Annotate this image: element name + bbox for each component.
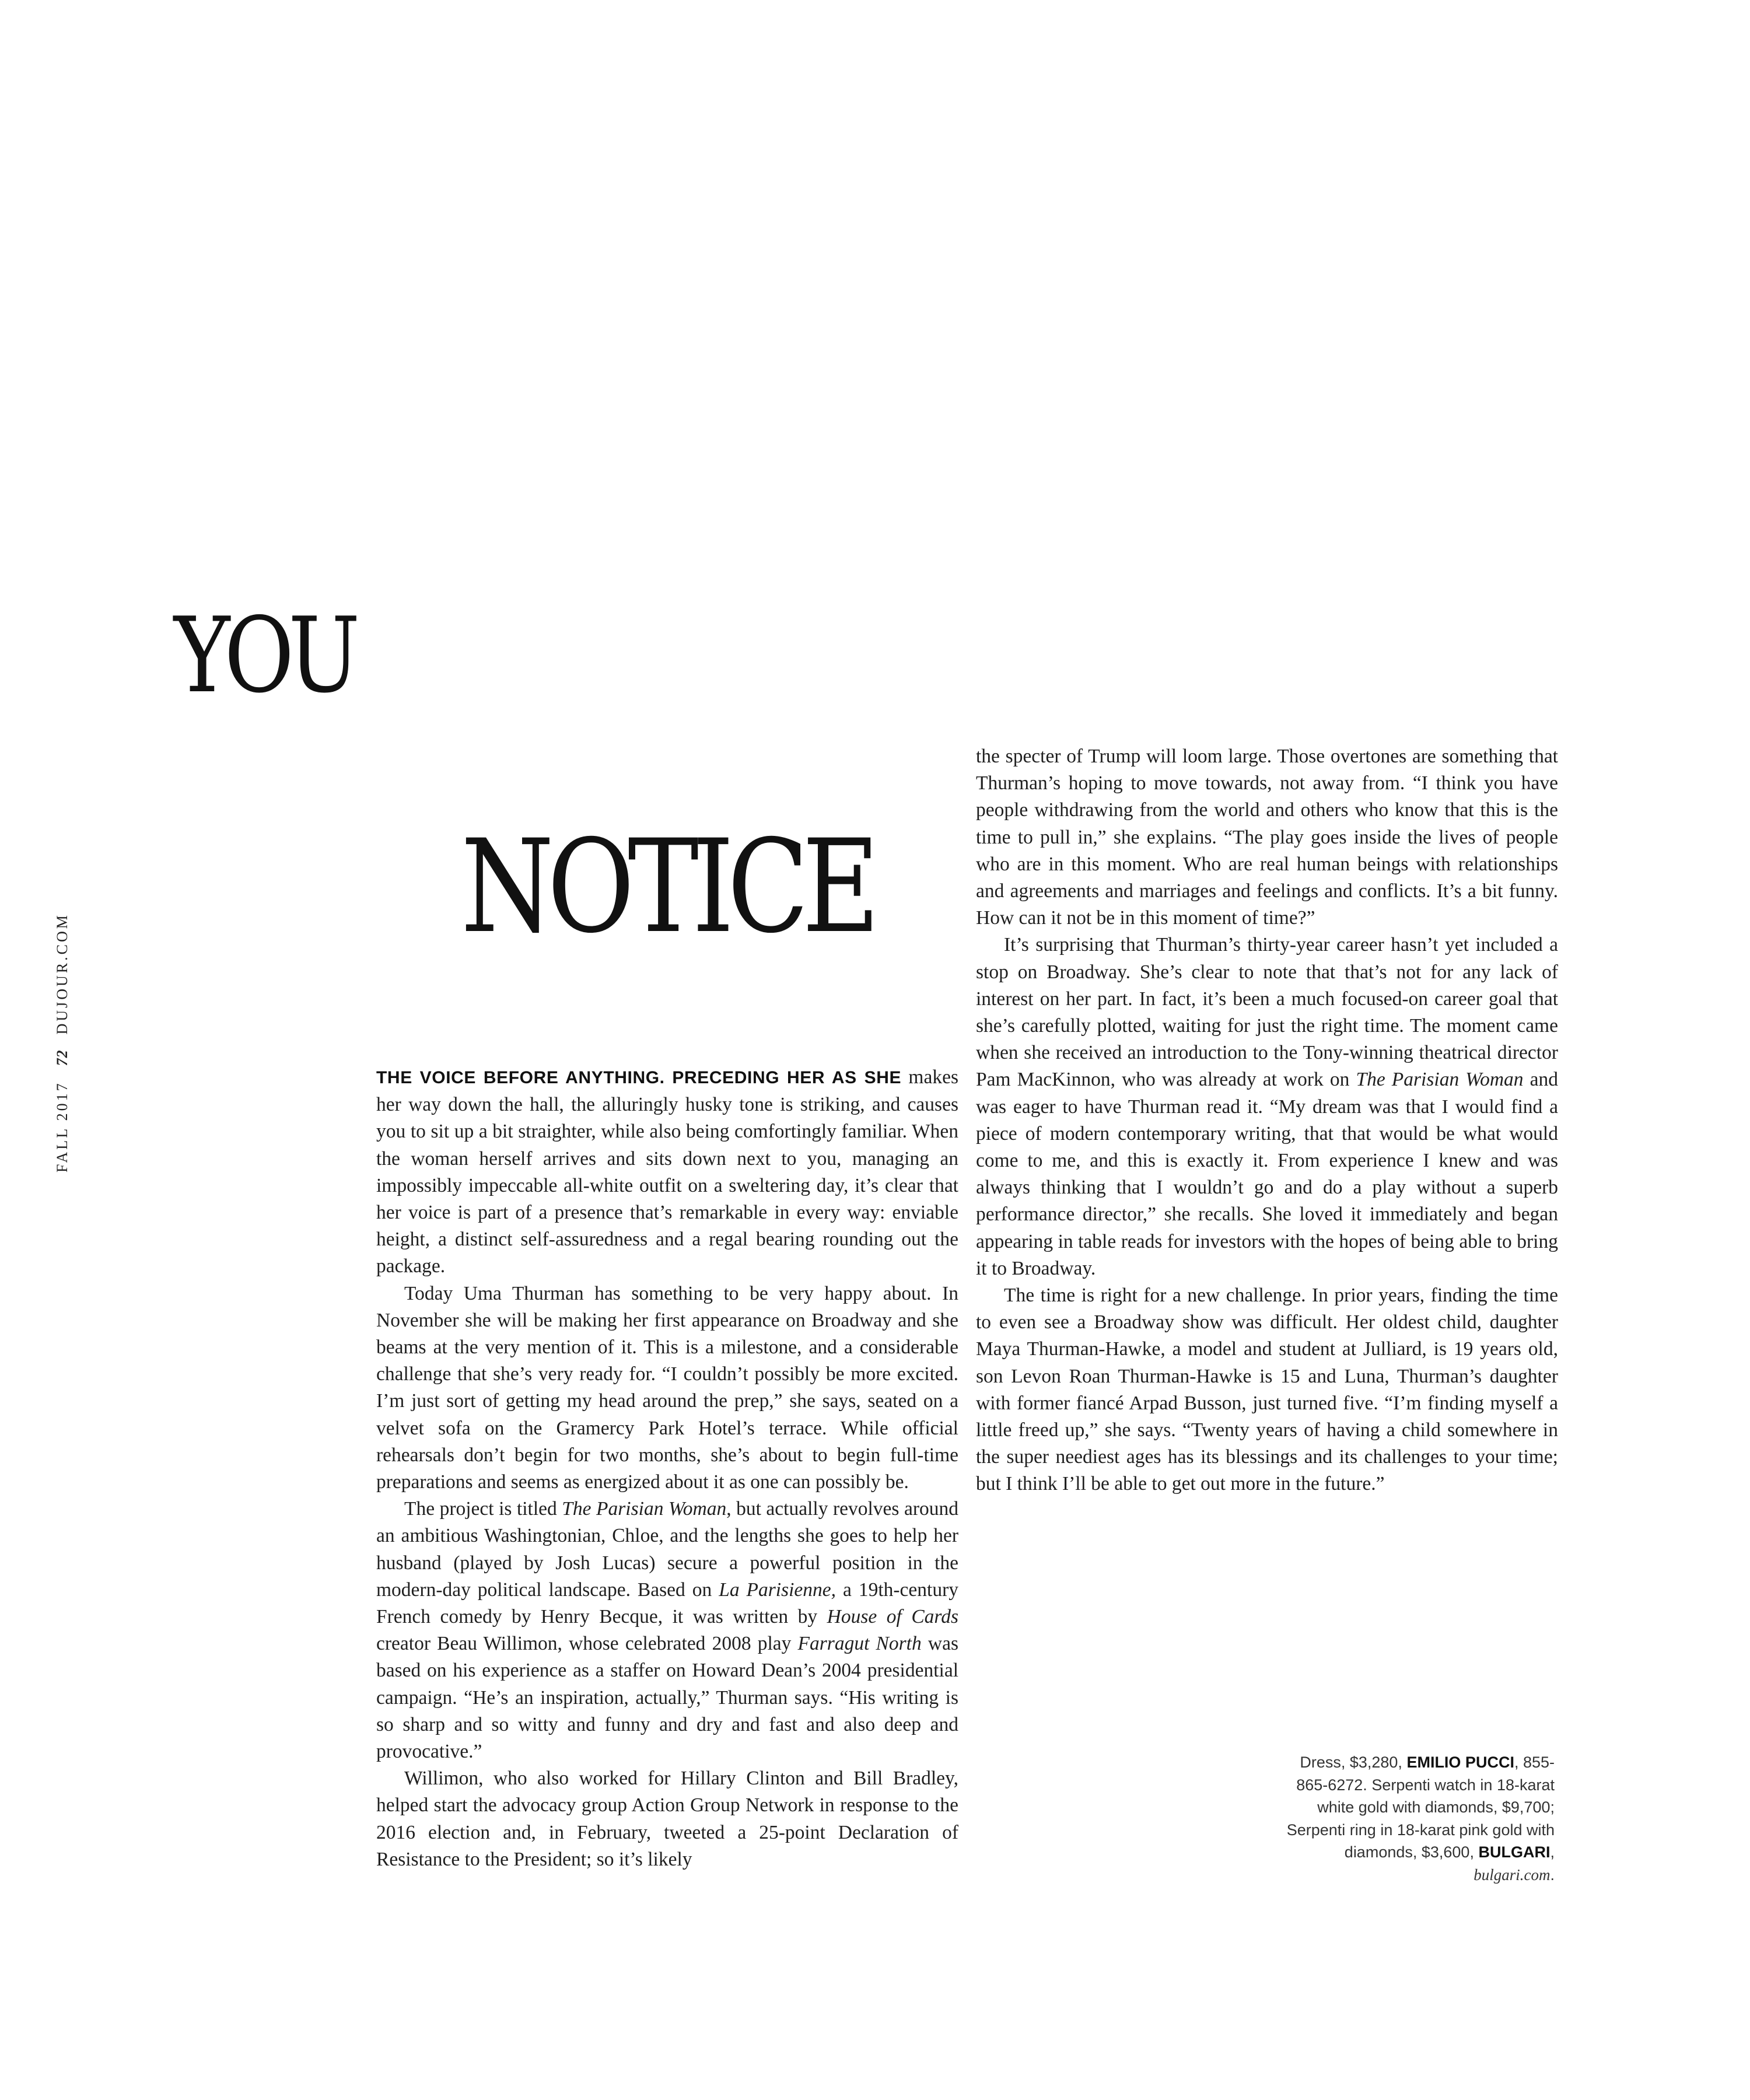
page-folio [54, 913, 71, 1172]
caption-text: , [1550, 1843, 1555, 1861]
article-paragraph [376, 1496, 958, 1765]
article-paragraph [976, 932, 1558, 1282]
caption-text: , 855-865-6272. [1296, 1754, 1555, 1794]
article-text: and was eager to have Thurman read it. “My dream was that I would find a piece of modern contemporary writing, that that would be what would come to me, and this is exactly it. From experience I knew and was always thinking that I wouldn’t go and do a play without a superb performance director,” she recalls. She loved it immediately and began appearing in table reads for investors with the hopes of being able to bring it to Broadway. [976, 1069, 1559, 1279]
article-paragraph: the specter of Trump will loom large. Those overtones are something that Thurman’s hoping to move towards, not away from. “I think you have people withdrawing from the world and others who know that this is the time to pull in,” she explains. “The play goes inside the lives of people who are in this moment. Who are real human beings with relationships and agreements and marriages and feelings and conflicts. It’s a bit funny. How can it not be in this moment of time?” [976, 746, 1558, 929]
caption-brand: BULGARI [1478, 1843, 1550, 1861]
article-paragraph: Willimon, who also worked for Hillary Clinton and Bill Bradley, helped start the advocacy group Action Group Network in response to the 2016 election and, in February, tweeted a 25-point Declaration of Resistance to the President; so it’s likely [376, 1768, 958, 1870]
caption-text: . [1550, 1866, 1555, 1884]
work-title: La Parisienne, [719, 1578, 836, 1601]
caption-text: Dress, $3,280, [1300, 1754, 1407, 1771]
article-text: makes her way down the hall, the alluringly husky tone is striking, and causes you to sit up a bit straighter, while also being comfortingly familiar. When the woman herself arrives and sits down next to you, managing an impossibly impeccable all-white outfit on a sweltering day, it’s clear that her voice is part of a presence that’s remarkable in every way: enviable height, a distinct self-assuredness and a regal bearing rounding out the package. [376, 1066, 959, 1278]
article-column-right [976, 743, 1558, 1498]
photo-credits-caption [1280, 1751, 1555, 1886]
article-text: was based on his experience as a staffer on Howard Dean’s 2004 presidential campaign. “He’s an inspiration, actually,” Thurman says. “His writing is so sharp and so witty and funny and dry and fast and also deep and provocative.” [376, 1633, 958, 1763]
article-lead-in: THE VOICE BEFORE ANYTHING. PRECEDING HER AS SHE [376, 1068, 902, 1087]
article-text: creator Beau Willimon, whose celebrated 2008 play [376, 1633, 798, 1655]
article-column-left [376, 1064, 958, 1873]
folio-season: FALL 2017 [54, 1081, 71, 1172]
work-title: House of Cards [827, 1606, 958, 1628]
article-text: , but actually revolves around an ambitious Washingtonian, Chloe, and the lengths she goes to help her husband (played by Josh Lucas) secure a powerful position in the modern-day political landscape. Based on [376, 1498, 958, 1601]
folio-site: DUJOUR.COM [54, 913, 71, 1035]
work-title: The Parisian Woman [562, 1498, 727, 1520]
headline-word-notice: NOTICE [461, 812, 873, 961]
article-text: a 19th-century French comedy by Henry Becque, it was written by [376, 1578, 958, 1628]
headline-word-you: YOU [174, 595, 355, 716]
caption-brand: EMILIO PUCCI [1406, 1754, 1514, 1771]
article-paragraph [376, 1064, 958, 1280]
folio-page-number: 72 [54, 1049, 71, 1066]
work-title: The Parisian Woman [1356, 1069, 1524, 1091]
caption-text: Serpenti watch in 18-karat white gold with diamonds, $9,700; Serpenti ring in 18-karat pink gold with diamonds, $3,600, [1286, 1776, 1555, 1861]
article-text: The project is titled [404, 1498, 562, 1520]
article-paragraph: Today Uma Thurman has something to be very happy about. In November she will be making her first appearance on Broadway and she beams at the very mention of it. This is a milestone, and a considerable challenge that she’s very ready for. “I couldn’t possibly be more excited. I’m just sort of getting my head around the prep,” she says, seated on a velvet sofa on the Gramercy Park Hotel’s terrace. While official rehearsals don’t begin for two months, she’s about to begin full-time preparations and seems as energized about it as one can possibly be. [376, 1282, 958, 1493]
caption-site: bulgari.com [1474, 1866, 1550, 1884]
article-paragraph: The time is right for a new challenge. In prior years, finding the time to even see a Broadway show was difficult. Her oldest child, daughter Maya Thurman-Hawke, a model and student at Julliard, is 19 years old, son Levon Roan Thurman-Hawke is 15 and Luna, Thurman’s daughter with former fiancé Arpad Busson, just turned five. “I’m finding myself a little freed up,” she says. “Twenty years of having a child somewhere in the super neediest ages has its blessings and its challenges to your time; but I think I’ll be able to get out more in the future.” [976, 1284, 1558, 1495]
work-title: Farragut North [797, 1633, 922, 1655]
article-text: It’s surprising that Thurman’s thirty-year career hasn’t yet included a stop on Broadway. She’s clear to note that that’s not for any lack of interest on her part. In fact, it’s been a much focused-on career goal that she’s carefully plotted, waiting for just the right time. The moment came when she received an introduction to the Tony-winning theatrical director Pam MacKinnon, who was already at work on [976, 934, 1558, 1091]
